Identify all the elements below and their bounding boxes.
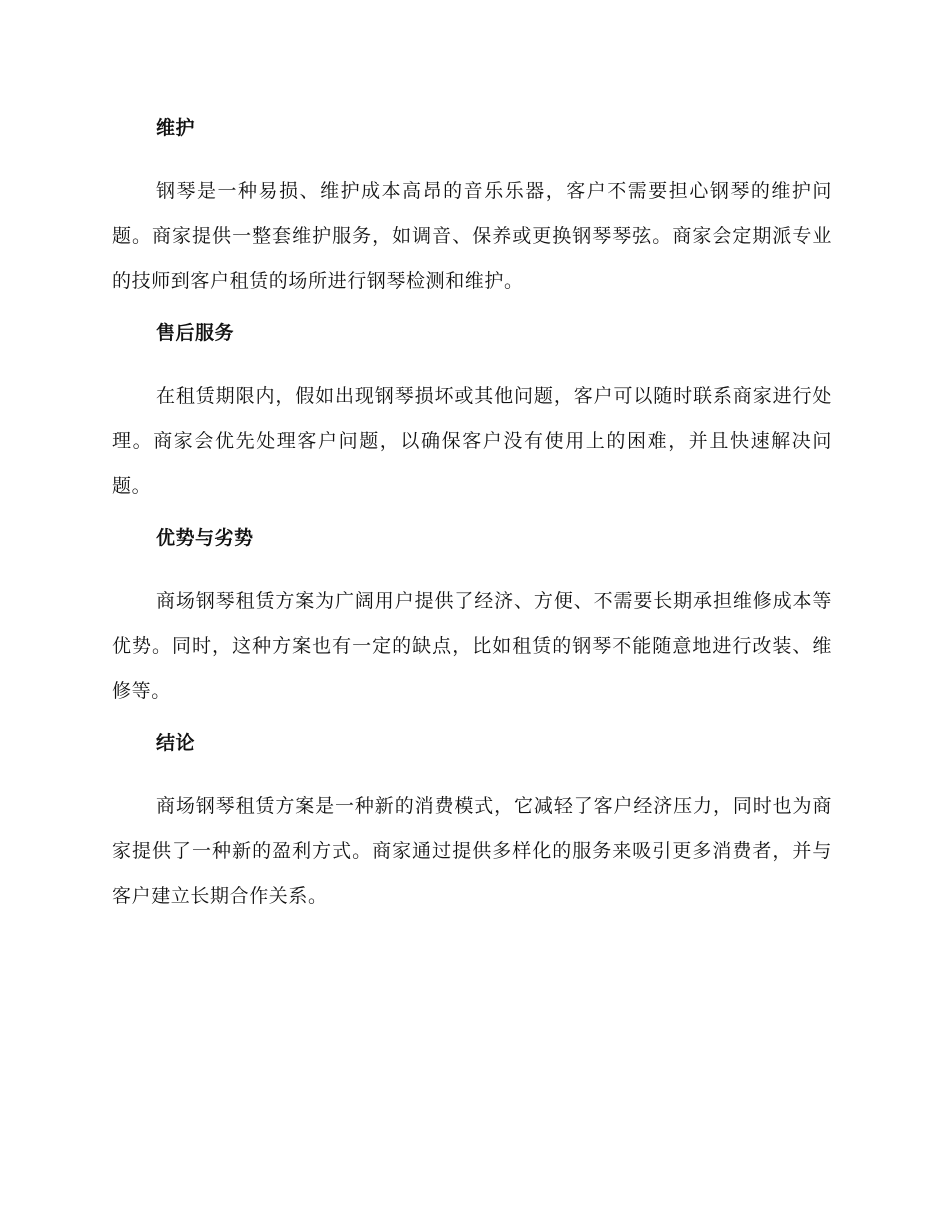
- section-maintenance: [112, 115, 832, 304]
- section-heading: 优势与劣势: [156, 527, 254, 549]
- section-pros-cons: [112, 525, 832, 714]
- section-paragraph: 在租赁期限内，假如出现钢琴损坏或其他问题，客户可以随时联系商家进行处理。商家会优先处理客户问题，以确保客户没有使用上的困难，并且快速解决问题。: [112, 385, 832, 497]
- section-conclusion: [112, 730, 832, 919]
- section-heading: 售后服务: [156, 322, 235, 344]
- section-heading: 维护: [156, 117, 196, 139]
- spacer: [112, 141, 832, 169]
- section-heading: 结论: [156, 732, 196, 754]
- spacer: [112, 551, 832, 579]
- section-paragraph: 商场钢琴租赁方案是一种新的消费模式，它减轻了客户经济压力，同时也为商家提供了一种新的盈利方式。商家通过提供多样化的服务来吸引更多消费者，并与客户建立长期合作关系。: [112, 795, 832, 907]
- section-paragraph: 商场钢琴租赁方案为广阔用户提供了经济、方便、不需要长期承担维修成本等优势。同时，这种方案也有一定的缺点，比如租赁的钢琴不能随意地进行改装、维修等。: [112, 590, 832, 702]
- spacer: [112, 346, 832, 374]
- spacer: [112, 756, 832, 784]
- section-paragraph: 钢琴是一种易损、维护成本高昂的音乐乐器，客户不需要担心钢琴的维护问题。商家提供一整套维护服务，如调音、保养或更换钢琴琴弦。商家会定期派专业的技师到客户租赁的场所进行钢琴检测和维护。: [112, 180, 832, 292]
- section-after-sales: [112, 320, 832, 509]
